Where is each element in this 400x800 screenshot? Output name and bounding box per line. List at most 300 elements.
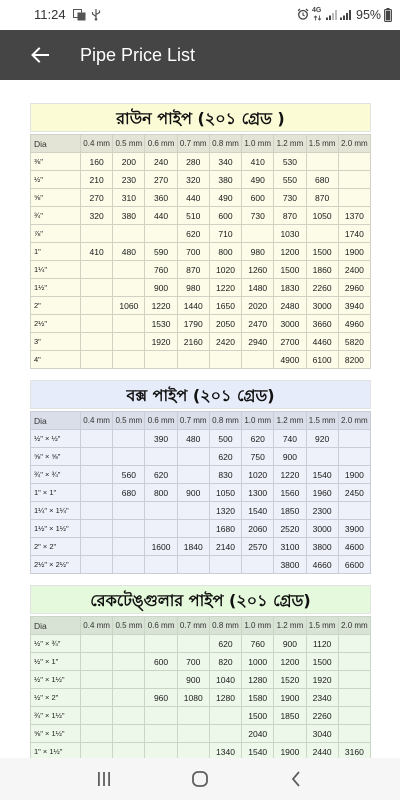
price-cell: 2420	[209, 333, 241, 351]
dia-label: 2½" × 2½"	[31, 556, 81, 574]
price-cell: 2570	[242, 538, 274, 556]
dia-column-header: Dia	[31, 617, 81, 635]
empty-cell	[338, 171, 370, 189]
price-cell: 230	[113, 171, 145, 189]
price-cell: 1960	[306, 484, 338, 502]
column-header: 0.5 mm	[113, 135, 145, 153]
app-bar	[0, 30, 400, 80]
price-cell: 620	[209, 635, 241, 653]
price-cell: 1860	[306, 261, 338, 279]
empty-cell	[177, 556, 209, 574]
empty-cell	[209, 556, 241, 574]
price-cell: 1560	[274, 484, 306, 502]
empty-cell	[145, 743, 177, 759]
table-row	[31, 225, 371, 243]
empty-cell	[177, 448, 209, 466]
table-row	[31, 538, 371, 556]
price-cell: 1200	[274, 243, 306, 261]
empty-cell	[338, 153, 370, 171]
column-header: 2.0 mm	[338, 617, 370, 635]
price-list-scroll-area[interactable]	[0, 80, 400, 758]
empty-cell	[113, 689, 145, 707]
empty-cell	[113, 315, 145, 333]
price-cell: 1200	[274, 653, 306, 671]
price-cell: 490	[209, 189, 241, 207]
page-title: Pipe Price List	[80, 45, 196, 65]
price-cell: 280	[177, 153, 209, 171]
empty-cell	[81, 333, 113, 351]
empty-cell	[81, 520, 113, 538]
price-cell: 2400	[338, 261, 370, 279]
column-header: 1.5 mm	[306, 135, 338, 153]
empty-cell	[81, 466, 113, 484]
empty-cell	[113, 707, 145, 725]
empty-cell	[81, 261, 113, 279]
empty-cell	[81, 538, 113, 556]
dia-label: 1" × 1½"	[31, 743, 81, 759]
column-header: 1.5 mm	[306, 412, 338, 430]
price-cell: 1080	[177, 689, 209, 707]
price-cell: 1260	[242, 261, 274, 279]
price-cell: 1500	[242, 707, 274, 725]
dia-label: 1¼" × 1¼"	[31, 502, 81, 520]
dia-label: 3"	[31, 333, 81, 351]
price-cell: 1920	[145, 333, 177, 351]
box-pipe-table	[30, 380, 371, 574]
column-header: 0.8 mm	[209, 412, 241, 430]
empty-cell	[338, 448, 370, 466]
empty-cell	[242, 556, 274, 574]
price-cell: 380	[209, 171, 241, 189]
price-cell: 490	[242, 171, 274, 189]
price-cell: 700	[177, 653, 209, 671]
price-cell: 1900	[338, 466, 370, 484]
price-cell: 1050	[209, 484, 241, 502]
empty-cell	[177, 725, 209, 743]
price-cell: 2160	[177, 333, 209, 351]
price-cell: 4960	[338, 315, 370, 333]
column-header: 1.0 mm	[242, 412, 274, 430]
empty-cell	[338, 725, 370, 743]
empty-cell	[338, 707, 370, 725]
empty-cell	[113, 448, 145, 466]
empty-cell	[113, 556, 145, 574]
price-cell: 1050	[306, 207, 338, 225]
price-cell: 620	[209, 448, 241, 466]
table-row	[31, 743, 371, 759]
column-header: 0.5 mm	[113, 412, 145, 430]
recent-apps-icon	[93, 769, 115, 789]
price-cell: 1900	[274, 689, 306, 707]
empty-cell	[145, 520, 177, 538]
price-cell: 830	[209, 466, 241, 484]
price-cell: 730	[274, 189, 306, 207]
price-cell: 1790	[177, 315, 209, 333]
dia-label: ⅝" × ⅝"	[31, 448, 81, 466]
navigation-bar	[0, 758, 400, 800]
table-row	[31, 671, 371, 689]
price-cell: 760	[242, 635, 274, 653]
empty-cell	[113, 635, 145, 653]
dia-label: ½" × ¾"	[31, 635, 81, 653]
price-cell: 3100	[274, 538, 306, 556]
price-cell: 900	[274, 635, 306, 653]
empty-cell	[145, 502, 177, 520]
empty-cell	[113, 725, 145, 743]
table-row	[31, 725, 371, 743]
price-cell: 410	[81, 243, 113, 261]
price-cell: 740	[274, 430, 306, 448]
price-cell: 1020	[209, 261, 241, 279]
price-cell: 900	[145, 279, 177, 297]
price-cell: 3660	[306, 315, 338, 333]
price-cell: 1220	[145, 297, 177, 315]
price-cell: 1480	[242, 279, 274, 297]
table-row	[31, 351, 371, 369]
price-cell: 3800	[306, 538, 338, 556]
empty-cell	[306, 225, 338, 243]
price-cell: 3040	[306, 725, 338, 743]
table-row	[31, 556, 371, 574]
back-chevron-icon	[285, 769, 307, 789]
price-cell: 820	[209, 653, 241, 671]
table-row	[31, 484, 371, 502]
price-cell: 3000	[274, 315, 306, 333]
empty-cell	[209, 351, 241, 369]
empty-cell	[113, 351, 145, 369]
table-header-row	[31, 135, 371, 153]
dia-label: ⅞"	[31, 225, 81, 243]
empty-cell	[81, 279, 113, 297]
empty-cell	[306, 448, 338, 466]
price-cell: 2140	[209, 538, 241, 556]
price-cell: 320	[81, 207, 113, 225]
price-cell: 700	[177, 243, 209, 261]
dia-label: 4"	[31, 351, 81, 369]
price-cell: 1600	[145, 538, 177, 556]
price-cell: 4460	[306, 333, 338, 351]
dia-label: ⅝"	[31, 189, 81, 207]
price-cell: 1500	[306, 653, 338, 671]
column-header: 0.7 mm	[177, 412, 209, 430]
empty-cell	[81, 725, 113, 743]
empty-cell	[177, 707, 209, 725]
table-row	[31, 707, 371, 725]
price-cell: 1020	[242, 466, 274, 484]
column-header: 2.0 mm	[338, 412, 370, 430]
price-cell: 870	[274, 207, 306, 225]
empty-cell	[242, 351, 274, 369]
price-cell: 210	[81, 171, 113, 189]
price-cell: 800	[209, 243, 241, 261]
price-cell: 560	[113, 466, 145, 484]
dia-label: 1½"	[31, 279, 81, 297]
price-cell: 240	[145, 153, 177, 171]
table-row	[31, 448, 371, 466]
dia-label: ⅜"	[31, 153, 81, 171]
empty-cell	[81, 448, 113, 466]
empty-cell	[145, 635, 177, 653]
home-icon	[189, 769, 211, 789]
price-cell: 1120	[306, 635, 338, 653]
dia-label: 2"	[31, 297, 81, 315]
empty-cell	[113, 671, 145, 689]
empty-cell	[209, 725, 241, 743]
empty-cell	[145, 725, 177, 743]
price-cell: 1440	[177, 297, 209, 315]
empty-cell	[338, 502, 370, 520]
price-cell: 900	[177, 484, 209, 502]
price-cell: 3160	[338, 743, 370, 759]
price-cell: 2940	[242, 333, 274, 351]
back-button[interactable]	[28, 43, 52, 67]
dia-label: ½" × 1"	[31, 653, 81, 671]
price-cell: 550	[274, 171, 306, 189]
price-cell: 1540	[242, 743, 274, 759]
recent-apps-button[interactable]	[93, 769, 115, 789]
price-cell: 750	[242, 448, 274, 466]
price-cell: 510	[177, 207, 209, 225]
dia-label: ½" × ½"	[31, 430, 81, 448]
column-header: 1.0 mm	[242, 617, 274, 635]
nav-back-button[interactable]	[285, 769, 307, 789]
dia-label: 2½"	[31, 315, 81, 333]
price-cell: 620	[145, 466, 177, 484]
price-cell: 1370	[338, 207, 370, 225]
price-cell: 900	[177, 671, 209, 689]
empty-cell	[338, 189, 370, 207]
battery-icon	[384, 8, 392, 22]
price-cell: 2040	[242, 725, 274, 743]
status-bar	[0, 0, 400, 30]
price-cell: 600	[242, 189, 274, 207]
status-time: 11:24	[34, 7, 66, 22]
price-cell: 900	[274, 448, 306, 466]
price-cell: 1740	[338, 225, 370, 243]
usb-notification-icon	[91, 8, 101, 21]
price-cell: 500	[209, 430, 241, 448]
home-button[interactable]	[189, 769, 211, 789]
price-grid-body	[31, 412, 371, 574]
price-cell: 1900	[338, 243, 370, 261]
price-cell: 2440	[306, 743, 338, 759]
battery-percent: 95%	[356, 8, 382, 22]
table-row	[31, 653, 371, 671]
price-tables	[30, 103, 371, 758]
column-header: 1.5 mm	[306, 617, 338, 635]
price-cell: 1680	[209, 520, 241, 538]
column-header: 0.7 mm	[177, 617, 209, 635]
table-row	[31, 297, 371, 315]
table-row	[31, 315, 371, 333]
empty-cell	[145, 556, 177, 574]
empty-cell	[338, 430, 370, 448]
empty-cell	[113, 520, 145, 538]
table-title: রাউন পাইপ (২০১ গ্রেড )	[30, 103, 371, 132]
price-cell: 4900	[274, 351, 306, 369]
empty-cell	[177, 502, 209, 520]
price-cell: 1060	[113, 297, 145, 315]
empty-cell	[81, 671, 113, 689]
price-cell: 2340	[306, 689, 338, 707]
price-cell: 590	[145, 243, 177, 261]
empty-cell	[81, 484, 113, 502]
price-grid	[30, 134, 371, 369]
price-cell: 360	[145, 189, 177, 207]
price-cell: 2960	[338, 279, 370, 297]
price-cell: 1830	[274, 279, 306, 297]
network-type: 4G	[312, 7, 322, 14]
empty-cell	[81, 743, 113, 759]
price-cell: 380	[113, 207, 145, 225]
dia-column-header: Dia	[31, 135, 81, 153]
column-header: 1.2 mm	[274, 135, 306, 153]
empty-cell	[81, 430, 113, 448]
empty-cell	[306, 153, 338, 171]
signal-icon	[326, 9, 338, 20]
price-cell: 1580	[242, 689, 274, 707]
empty-cell	[113, 653, 145, 671]
price-cell: 1500	[306, 243, 338, 261]
table-row	[31, 502, 371, 520]
price-cell: 1320	[209, 502, 241, 520]
table-row	[31, 520, 371, 538]
dia-label: ¾" × ¾"	[31, 466, 81, 484]
price-cell: 2700	[274, 333, 306, 351]
table-row	[31, 333, 371, 351]
data-activity-icon	[313, 15, 322, 21]
empty-cell	[113, 502, 145, 520]
price-cell: 200	[113, 153, 145, 171]
price-cell: 320	[177, 171, 209, 189]
dia-label: ½"	[31, 171, 81, 189]
price-cell: 1650	[209, 297, 241, 315]
price-cell: 1540	[306, 466, 338, 484]
price-cell: 4600	[338, 538, 370, 556]
empty-cell	[113, 333, 145, 351]
price-cell: 1920	[306, 671, 338, 689]
price-cell: 2480	[274, 297, 306, 315]
price-cell: 8200	[338, 351, 370, 369]
price-cell: 2260	[306, 707, 338, 725]
price-cell: 600	[145, 653, 177, 671]
table-row	[31, 243, 371, 261]
price-cell: 1300	[242, 484, 274, 502]
price-cell: 3000	[306, 520, 338, 538]
dia-label: 2" × 2"	[31, 538, 81, 556]
price-cell: 2520	[274, 520, 306, 538]
empty-cell	[145, 671, 177, 689]
table-row	[31, 689, 371, 707]
price-cell: 310	[113, 189, 145, 207]
price-cell: 1530	[145, 315, 177, 333]
price-cell: 340	[209, 153, 241, 171]
price-cell: 760	[145, 261, 177, 279]
table-row	[31, 635, 371, 653]
price-grid	[30, 411, 371, 574]
column-header: 0.6 mm	[145, 412, 177, 430]
table-row	[31, 430, 371, 448]
empty-cell	[338, 635, 370, 653]
column-header: 0.8 mm	[209, 617, 241, 635]
price-cell: 1280	[242, 671, 274, 689]
price-cell: 6600	[338, 556, 370, 574]
empty-cell	[81, 225, 113, 243]
table-title: বক্স পাইপ (২০১ গ্রেড)	[30, 380, 371, 409]
price-cell: 440	[145, 207, 177, 225]
dia-label: 1½" × 1½"	[31, 520, 81, 538]
price-cell: 980	[177, 279, 209, 297]
price-cell: 440	[177, 189, 209, 207]
table-row	[31, 279, 371, 297]
empty-cell	[81, 351, 113, 369]
price-cell: 1900	[274, 743, 306, 759]
dia-label: ½" × 1½"	[31, 671, 81, 689]
price-cell: 3000	[306, 297, 338, 315]
empty-cell	[177, 635, 209, 653]
price-cell: 530	[274, 153, 306, 171]
price-cell: 390	[145, 430, 177, 448]
price-cell: 2050	[209, 315, 241, 333]
empty-cell	[177, 520, 209, 538]
price-cell: 1340	[209, 743, 241, 759]
price-cell: 870	[177, 261, 209, 279]
empty-cell	[81, 653, 113, 671]
price-cell: 980	[242, 243, 274, 261]
price-cell: 2260	[306, 279, 338, 297]
price-cell: 1540	[242, 502, 274, 520]
price-cell: 270	[81, 189, 113, 207]
table-row	[31, 466, 371, 484]
empty-cell	[81, 297, 113, 315]
price-cell: 160	[81, 153, 113, 171]
empty-cell	[242, 225, 274, 243]
price-cell: 600	[209, 207, 241, 225]
price-cell: 620	[177, 225, 209, 243]
price-cell: 1030	[274, 225, 306, 243]
empty-cell	[113, 430, 145, 448]
empty-cell	[145, 351, 177, 369]
empty-cell	[338, 653, 370, 671]
price-cell: 480	[177, 430, 209, 448]
table-row	[31, 153, 371, 171]
dia-label: ⅝" × 1½"	[31, 725, 81, 743]
price-cell: 5820	[338, 333, 370, 351]
table-row	[31, 189, 371, 207]
column-header: 0.7 mm	[177, 135, 209, 153]
empty-cell	[113, 279, 145, 297]
price-cell: 2060	[242, 520, 274, 538]
price-cell: 620	[242, 430, 274, 448]
price-cell: 2020	[242, 297, 274, 315]
price-cell: 960	[145, 689, 177, 707]
signal-icon-2	[340, 9, 352, 20]
column-header: 0.6 mm	[145, 135, 177, 153]
price-cell: 1280	[209, 689, 241, 707]
empty-cell	[113, 743, 145, 759]
price-cell: 920	[306, 430, 338, 448]
table-title: রেকটেঙ্গুলার পাইপ (২০১ গ্রেড)	[30, 585, 371, 614]
empty-cell	[145, 707, 177, 725]
dia-label: 1"	[31, 243, 81, 261]
price-cell: 680	[113, 484, 145, 502]
empty-cell	[81, 315, 113, 333]
price-grid	[30, 616, 371, 758]
table-header-row	[31, 412, 371, 430]
price-cell: 870	[306, 189, 338, 207]
price-cell: 730	[242, 207, 274, 225]
translate-notification-icon	[73, 9, 86, 21]
